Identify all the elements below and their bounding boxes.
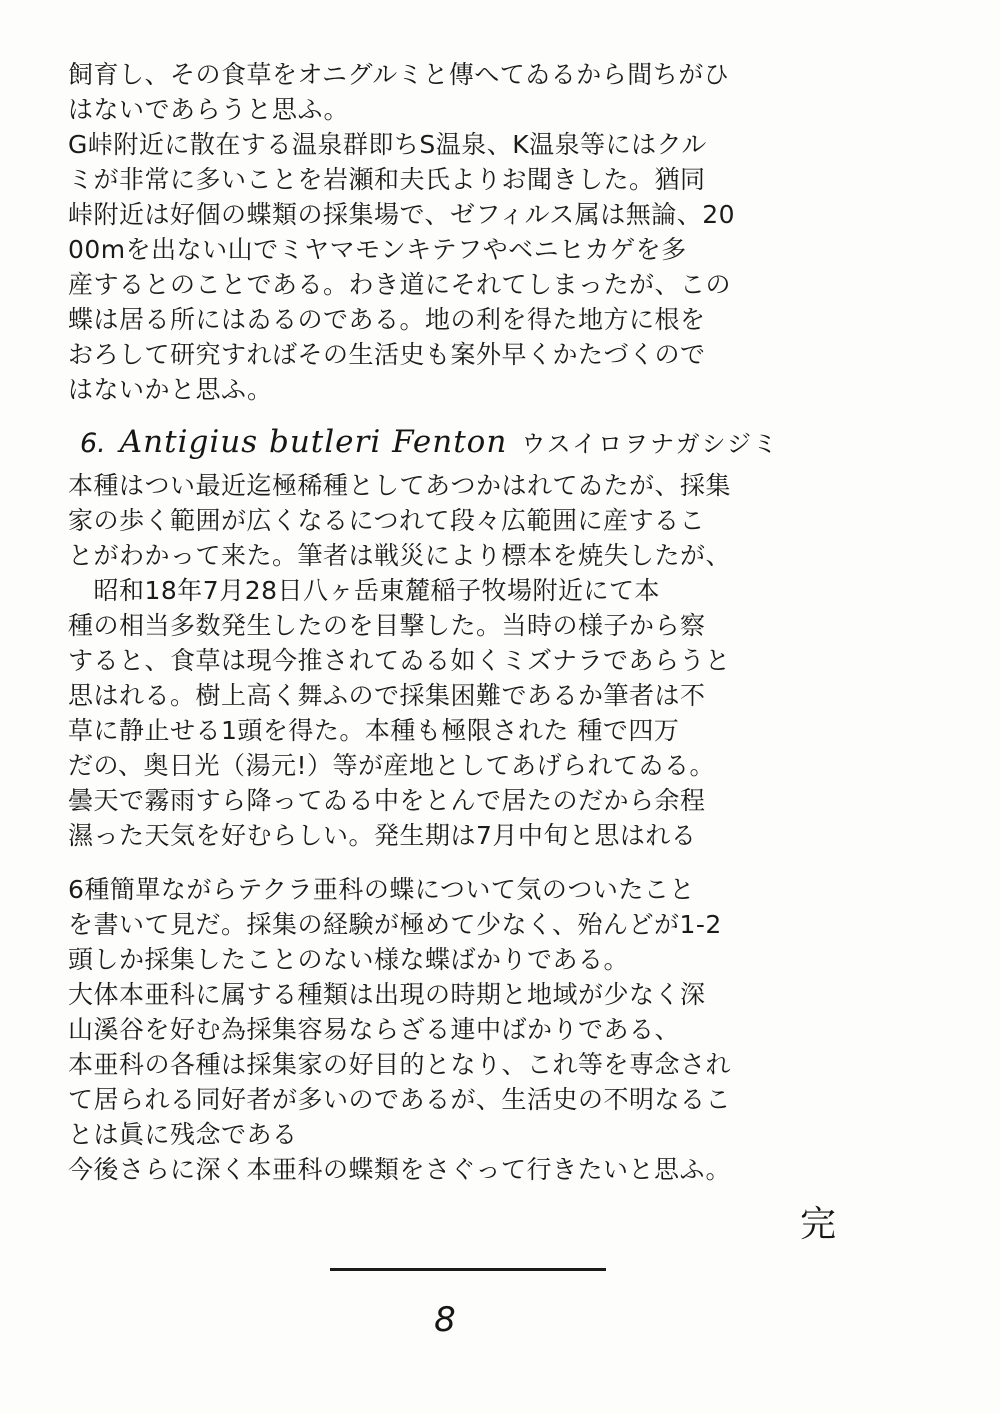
text-line: 00mを出ない山でミヤマモンキテフやベニヒカゲを多 xyxy=(68,235,687,264)
text-line: 家の歩く範囲が広くなるにつれて段々広範囲に産するこ xyxy=(68,506,706,535)
text-line: とは眞に残念である xyxy=(68,1120,298,1149)
text-line: 産するとのことである。わき道にそれてしまったが、この xyxy=(68,270,732,299)
text-line: 濕った天気を好むらしい。発生期は7月中旬と思はれる xyxy=(68,821,697,850)
text-line: 昭和18年7月28日八ヶ岳東麓稲子牧場附近にて本 xyxy=(68,576,661,605)
divider-rule xyxy=(330,1268,606,1271)
end-mark: 完 xyxy=(800,1204,837,1245)
text-line: とがわかって来た。筆者は戦災により標本を焼失したが、 xyxy=(68,541,732,570)
text-line: 大体本亜科に属する種類は出現の時期と地域が少なく深 xyxy=(68,980,706,1009)
text-line: 曇天で霧雨すら降ってゐる中をとんで居たのだから余程 xyxy=(68,786,706,815)
paragraph-1 xyxy=(68,57,963,407)
text-line: ミが非常に多いことを岩瀬和夫氏よりお聞きした。猶同 xyxy=(68,165,706,194)
text-line: 今後さらに深く本亜科の蝶類をさぐって行きたいと思ふ。 xyxy=(68,1155,732,1184)
section-6-body xyxy=(68,468,963,853)
text-line: 飼育し、その食草をオニグルミと傳へてゐるから間ちがひ xyxy=(68,60,730,89)
text-line: 頭しか採集したことのない様な蝶ばかりである。 xyxy=(68,945,630,974)
text-line: はないであらうと思ふ。 xyxy=(68,95,350,124)
species-japanese-name: ウスイロヲナガシジミ xyxy=(521,430,780,458)
species-heading-number: 6. xyxy=(80,428,106,459)
text-line: て居られる同好者が多いのであるが、生活史の不明なるこ xyxy=(68,1085,732,1114)
text-line: 思はれる。樹上高く舞ふので採集困難であるか筆者は不 xyxy=(68,681,706,710)
text-line: はないかと思ふ。 xyxy=(68,375,273,404)
species-heading xyxy=(80,424,779,470)
text-line: 草に静止せる1頭を得た。本種も極限された 種で四万 xyxy=(68,716,680,745)
text-line: 山溪谷を好む為採集容易ならざる連中ばかりである、 xyxy=(68,1015,681,1044)
text-line: を書いて見だ。採集の経験が極めて少なく、殆んどが1-2 xyxy=(68,910,722,939)
text-line: だの、奥日光（湯元!）等が産地としてあげられてゐる。 xyxy=(68,751,716,780)
text-line: おろして研究すればその生活史も案外早くかたづくので xyxy=(68,340,706,369)
text-line: 種の相当多数発生したのを目撃した。当時の様子から察 xyxy=(68,611,706,640)
text-line: 峠附近は好個の蝶類の採集場で、ゼフィルス属は無論、20 xyxy=(68,200,736,229)
text-line: G峠附近に散在する温泉群即ちS温泉、K温泉等にはクル xyxy=(68,130,707,159)
text-line: 蝶は居る所にはゐるのである。地の利を得た地方に根を xyxy=(68,305,706,334)
text-line: 本亜科の各種は採集家の好目的となり、これ等を専念され xyxy=(68,1050,732,1079)
text-line: 6種簡單ながらテクラ亜科の蝶について気のついたこと xyxy=(68,875,695,904)
text-line: 本種はつい最近迄極稀種としてあつかはれてゐたが、採集 xyxy=(68,471,732,500)
text-line: すると、食草は現今推されてゐる如くミズナラであらうと xyxy=(68,646,731,675)
species-latin-name: Antigius butleri Fenton xyxy=(119,424,508,460)
closing-paragraph xyxy=(68,872,963,1187)
page-number: 8 xyxy=(434,1300,456,1340)
